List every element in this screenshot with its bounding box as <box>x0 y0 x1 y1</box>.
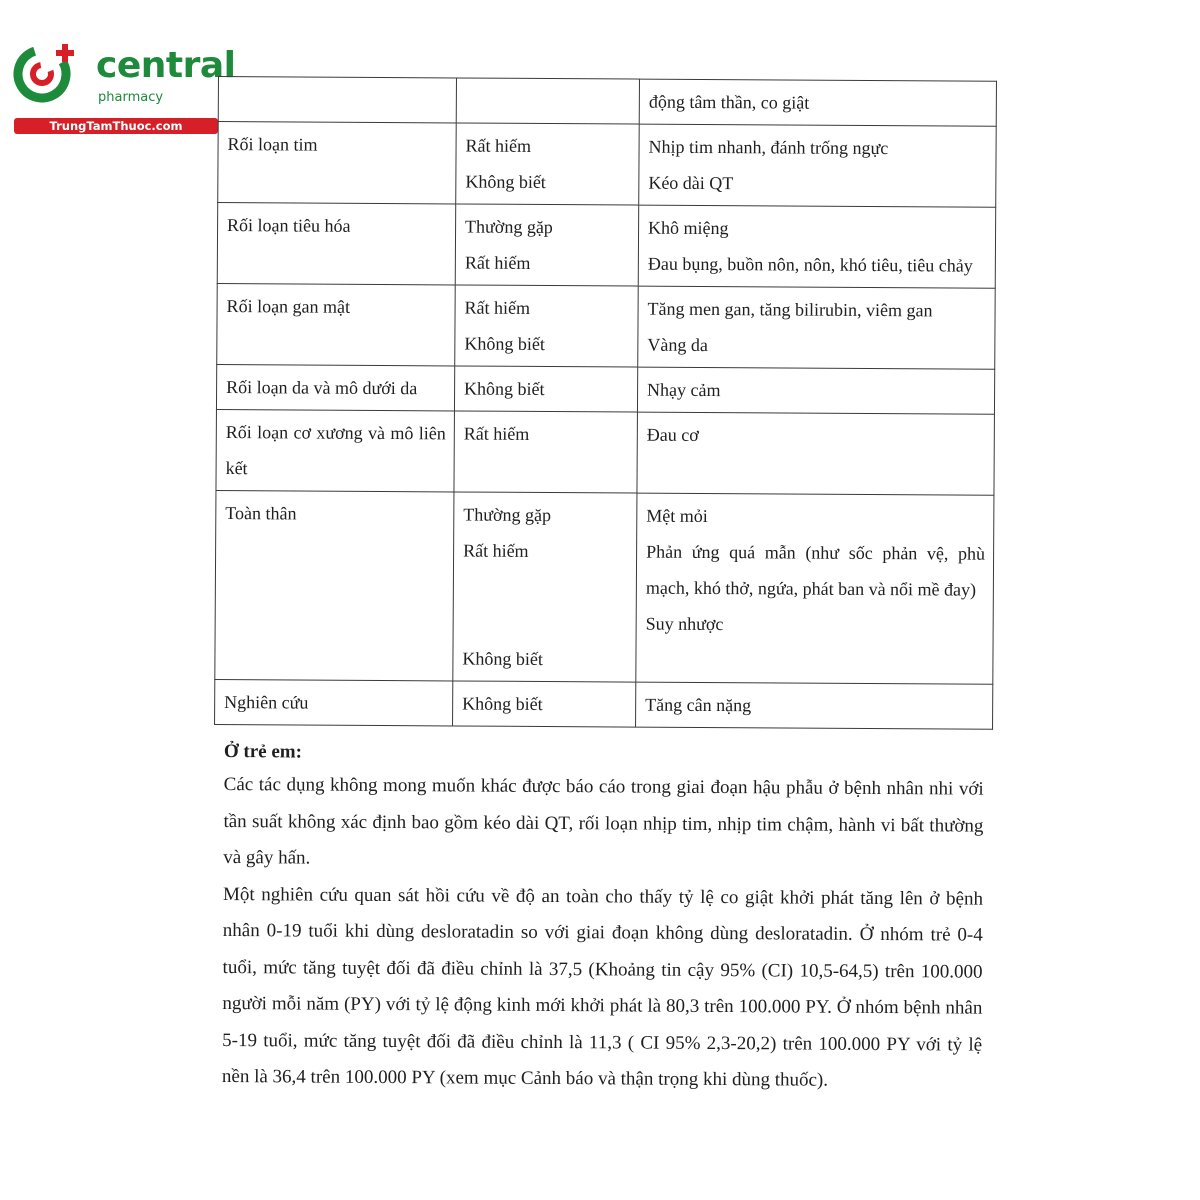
frequency-cell <box>456 123 639 205</box>
table-body <box>215 77 997 730</box>
organ-cell <box>217 283 455 365</box>
frequency-cell <box>453 681 636 727</box>
frequency-cell <box>455 204 638 286</box>
organ-cell-line: Rối loạn gan mật <box>226 296 351 317</box>
frequency-cell <box>453 492 637 682</box>
table-row <box>215 679 993 729</box>
effect-cell <box>637 367 994 414</box>
frequency-cell <box>456 78 639 124</box>
effect-cell-line: Tăng cân nặng <box>645 694 752 716</box>
organ-cell-line: Rối loạn tiêu hóa <box>227 215 351 236</box>
frequency-cell-line: Rất hiếm <box>465 135 532 156</box>
effect-cell-line: Khô miệng <box>648 217 729 239</box>
frequency-cell-line <box>463 605 628 642</box>
frequency-cell-line <box>463 569 628 606</box>
table-row <box>217 203 995 289</box>
frequency-cell-line: Rất hiếm <box>464 297 531 318</box>
frequency-cell-line: Không biết <box>465 171 546 193</box>
effect-cell-line: Đau cơ <box>646 424 699 445</box>
brand-tagline: pharmacy <box>98 90 164 105</box>
table-row <box>217 283 995 369</box>
organ-cell-line: Rối loạn tim <box>227 134 318 155</box>
table-row <box>216 364 994 414</box>
frequency-cell <box>454 366 637 412</box>
brand-site: TrungTamThuoc.com <box>14 118 218 134</box>
frequency-cell-line: Không biết <box>464 333 545 355</box>
brand-name: central <box>96 45 236 86</box>
organ-cell-line: Nghiên cứu <box>224 692 309 713</box>
organ-cell-line: Rối loạn da và mô dưới da <box>226 377 418 399</box>
effect-cell-line: Suy nhược <box>645 613 724 635</box>
frequency-cell-line: Rất hiếm <box>463 423 530 444</box>
organ-cell <box>218 77 456 123</box>
effect-cell-line: Nhạy cảm <box>647 379 721 401</box>
effect-cell-line: Kéo dài QT <box>648 172 734 194</box>
organ-cell <box>216 364 454 410</box>
children-section <box>222 737 984 1100</box>
paragraph-seizure-study: Một nghiên cứu quan sát hồi cứu về độ an toàn cho thấy tỷ lệ co giật khởi phát tăng lên ở bệnh nhân 0-19 tuổi khi dùng desloratadin so với giai đoạn không dùng desloratadin. Ở nhóm trẻ 0-4 tuổi, mức tăng tuyệt đối đã điều chỉnh là 37,5 (Khoảng tin cậy 95% (CI) 10,5-64,5) trên 100.000 người mỗi năm (PY) với tỷ lệ động kinh mới khởi phát là 80,3 trên 100.000 PY. Ở nhóm bệnh nhân 5-19 tuổi, mức tăng tuyệt đối đã điều chỉnh là 11,3 ( CI 95% 2,3-20,2) trên 100.000 PY với tỷ lệ nền là 36,4 trên 100.000 PY (xem mục Cảnh báo và thận trọng khi dùng thuốc). <box>221 883 984 1091</box>
section-heading: Ở trẻ em: <box>223 740 303 763</box>
organ-cell <box>215 490 454 680</box>
organ-cell-line: Rối loạn cơ xương và mô liên kết <box>225 422 446 479</box>
organ-cell <box>218 122 456 204</box>
paragraph-postoperative: Các tác dụng không mong muốn khác được báo cáo trong giai đoạn hậu phẫu ở bệnh nhân nhi với tần suất không xác định bao gồm kéo dài QT, rối loạn nhịp tim, nhịp tim chậm, hành vi bất thường và gây hấn. <box>223 773 984 869</box>
effect-cell <box>639 124 996 207</box>
effect-cell-line: Đau bụng, buồn nôn, nôn, khó tiêu, tiêu chảy <box>647 253 973 276</box>
effect-cell-line: Vàng da <box>647 334 708 355</box>
effect-cell <box>636 493 994 684</box>
frequency-cell-line: Thường gặp <box>463 504 552 526</box>
table-row <box>216 409 994 495</box>
effect-cell <box>638 286 995 369</box>
adverse-effects-table <box>214 76 997 730</box>
effect-cell <box>639 79 996 126</box>
effect-cell-line: Phản ứng quá mẫn (như sốc phản vệ, phù mạch, khó thở, ngứa, phát ban và nổi mề đay) <box>645 541 986 600</box>
organ-cell-line <box>228 81 448 118</box>
frequency-cell <box>454 411 637 493</box>
effect-cell-line: Mệt mỏi <box>646 505 708 527</box>
frequency-cell-line: Không biết <box>462 693 543 714</box>
effect-cell-line: động tâm thần, co giật <box>648 91 810 113</box>
table-row <box>215 490 994 684</box>
effect-cell-line: Nhịp tim nhanh, đánh trống ngực <box>648 136 889 159</box>
table-row <box>218 122 996 208</box>
frequency-cell-line <box>466 83 631 120</box>
organ-cell <box>217 203 455 285</box>
adverse-effects-table-wrapper <box>214 76 996 730</box>
central-pharmacy-logo-icon <box>10 38 82 108</box>
frequency-cell-line: Rất hiếm <box>463 540 529 561</box>
effect-cell <box>636 682 993 729</box>
effect-cell <box>638 205 995 288</box>
frequency-cell-line: Không biết <box>464 378 545 400</box>
frequency-cell-line: Không biết <box>462 648 544 669</box>
organ-cell-line: Toàn thân <box>225 503 297 524</box>
effect-cell-line: Tăng men gan, tăng bilirubin, viêm gan <box>647 298 933 321</box>
organ-cell <box>216 409 454 491</box>
frequency-cell <box>455 285 638 367</box>
brand-logo <box>10 38 236 138</box>
frequency-cell-line: Thường gặp <box>465 216 553 238</box>
table-row <box>218 77 996 127</box>
organ-cell <box>215 679 453 725</box>
effect-cell <box>637 412 994 495</box>
frequency-cell-line: Rất hiếm <box>464 252 531 273</box>
